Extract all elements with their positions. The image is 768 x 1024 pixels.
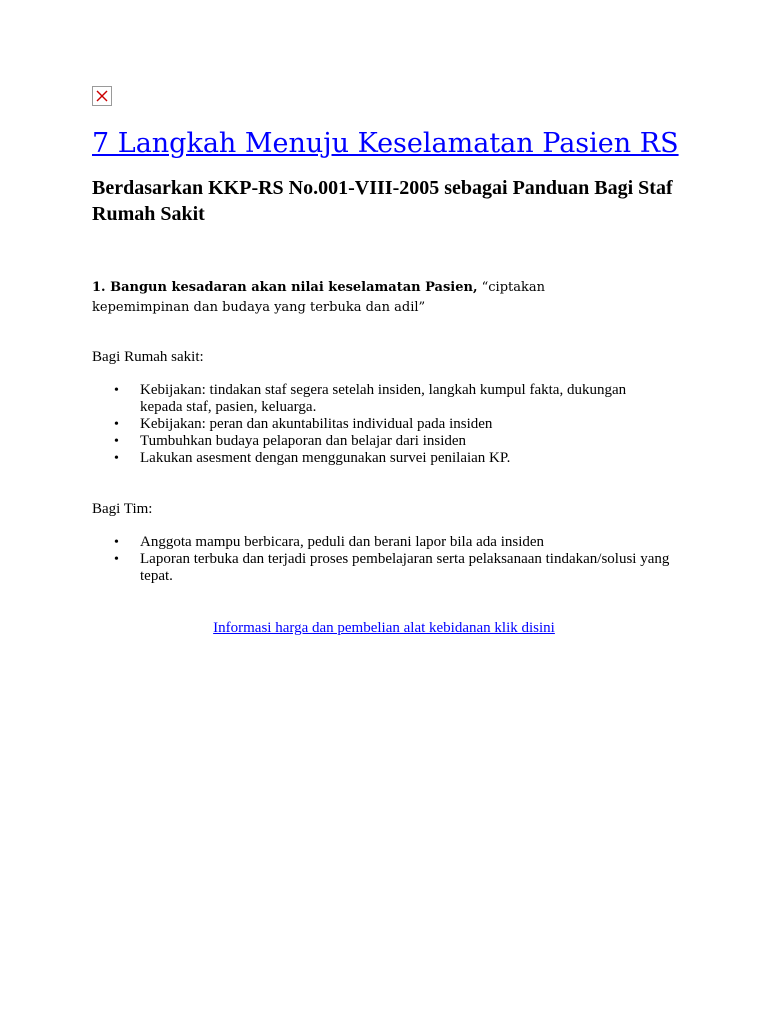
list-item: • Laporan terbuka dan terjadi proses pembelajaran serta pelaksanaan tindakan/solusi yang tepat. bbox=[92, 551, 672, 585]
broken-image-icon bbox=[92, 86, 112, 106]
list-item: • Tumbuhkan budaya pelaporan dan belajar dari insiden bbox=[92, 433, 672, 450]
list-item: • Kebijakan: peran dan akuntabilitas individual pada insiden bbox=[92, 416, 672, 433]
footer-link[interactable]: Informasi harga dan pembelian alat kebidanan klik disini bbox=[213, 620, 555, 636]
step-1-quote-text: “ciptakan kepemimpinan dan budaya yang terbuka dan adil” bbox=[92, 280, 546, 315]
list-item: • Kebijakan: tindakan staf segera setelah insiden, langkah kumpul fakta, dukungan kepada staf, pasien, keluarga. bbox=[92, 382, 672, 416]
step-1-bold-text: 1. Bangun kesadaran akan nilai keselamatan Pasien, bbox=[92, 280, 478, 295]
footer-link-container bbox=[0, 619, 768, 637]
rumah-sakit-list bbox=[92, 382, 672, 467]
list-item: • Lakukan asesment dengan menggunakan survei penilaian KP. bbox=[92, 450, 672, 467]
page-title-link[interactable]: 7 Langkah Menuju Keselamatan Pasien RS bbox=[92, 128, 679, 159]
list-item: • Anggota mampu berbicara, peduli dan berani lapor bila ada insiden bbox=[92, 534, 672, 551]
step-1-heading bbox=[92, 278, 612, 318]
close-icon bbox=[96, 90, 108, 102]
tim-list bbox=[92, 534, 672, 585]
tim-label: Bagi Tim: bbox=[92, 501, 153, 517]
page-subtitle: Berdasarkan KKP-RS No.001-VIII-2005 sebagai Panduan Bagi Staf Rumah Sakit bbox=[92, 177, 673, 225]
rumah-sakit-label: Bagi Rumah sakit: bbox=[92, 349, 204, 365]
